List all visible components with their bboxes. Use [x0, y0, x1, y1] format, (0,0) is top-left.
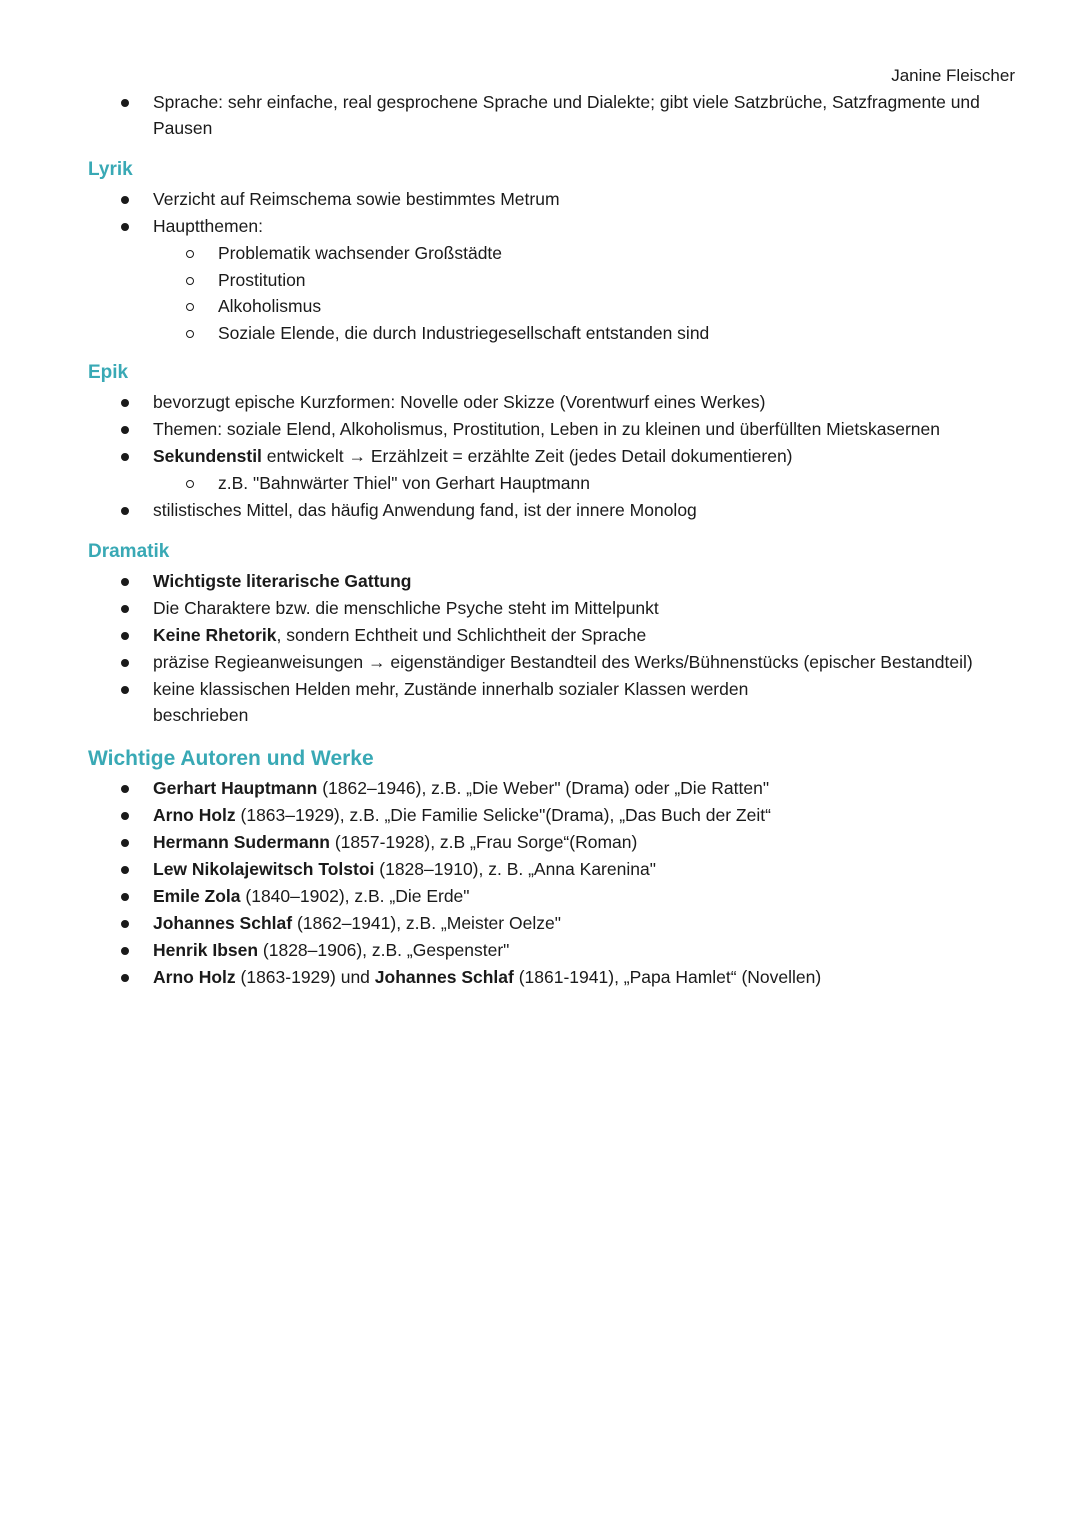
author-name: Arno Holz — [153, 967, 236, 987]
list-item-text: entwickelt → Erzählzeit = erzählte Zeit (jedes Detail dokumentieren) — [261, 446, 793, 466]
author-works: (1857-1928), z.B „Frau Sorge“(Roman) — [329, 832, 638, 852]
author-works: (1862–1941), z.B. „Meister Oelze" — [292, 913, 561, 933]
list-item-text: , sondern Echtheit und Schlichtheit der Sprache — [276, 625, 647, 645]
section-heading-dramatik: Dramatik — [88, 541, 170, 562]
author-item — [88, 910, 1028, 937]
list-item: Sprache: sehr einfache, real gesprochene Sprache und Dialekte; gibt viele Satzbrüche, Satzfragmente und Pausen — [88, 89, 1028, 141]
list-item — [88, 568, 1028, 595]
list-item: Verzicht auf Reimschema sowie bestimmtes Metrum — [88, 186, 1028, 213]
sub-list-item: Prostitution — [88, 267, 1028, 294]
list-item — [88, 443, 1028, 470]
author-name: Lew Nikolajewitsch Tolstoi — [153, 859, 375, 879]
epik-section — [88, 361, 1028, 524]
author-item — [88, 964, 1028, 991]
intro-section — [88, 89, 1028, 141]
author-works: (1862–1946), z.B. „Die Weber" (Drama) oder „Die Ratten" — [317, 778, 770, 798]
lyrik-section — [88, 158, 1028, 346]
list-item — [88, 676, 1028, 728]
author-name: Emile Zola — [153, 886, 241, 906]
author-item — [88, 829, 1028, 856]
author-name: Janine Fleischer — [891, 66, 1015, 85]
author-works: (1863–1929), z.B. „Die Familie Selicke"(Drama), „Das Buch der Zeit“ — [235, 805, 771, 825]
author-name: Gerhart Hauptmann — [153, 778, 318, 798]
list-item-text: beschrieben — [153, 705, 249, 725]
bold-term: Keine Rhetorik — [153, 625, 277, 645]
author-works: (1828–1910), z. B. „Anna Karenina" — [374, 859, 656, 879]
author-item — [88, 802, 1028, 829]
sub-list-item: Alkoholismus — [88, 293, 1028, 320]
list-item: Hauptthemen: — [88, 213, 1028, 240]
list-item — [88, 622, 1028, 649]
section-heading-autoren: Wichtige Autoren und Werke — [88, 747, 374, 770]
author-name: Hermann Sudermann — [153, 832, 330, 852]
sub-list-item: Soziale Elende, die durch Industriegesellschaft entstanden sind — [88, 320, 1028, 347]
sub-list-item: z.B. "Bahnwärter Thiel" von Gerhart Hauptmann — [88, 470, 1028, 497]
list-item: Themen: soziale Elend, Alkoholismus, Prostitution, Leben in zu kleinen und überfüllten Mietskasernen — [88, 416, 1028, 443]
author-works: (1840–1902), z.B. „Die Erde" — [240, 886, 470, 906]
list-item: stilistisches Mittel, das häufig Anwendung fand, ist der innere Monolog — [88, 497, 1028, 524]
author-item — [88, 775, 1028, 802]
list-item: Die Charaktere bzw. die menschliche Psyche steht im Mittelpunkt — [88, 595, 1028, 622]
author-item — [88, 856, 1028, 883]
author-name: Arno Holz — [153, 805, 236, 825]
section-heading-epik: Epik — [88, 362, 129, 383]
author-name: Johannes Schlaf — [153, 913, 293, 933]
dramatik-section — [88, 540, 1028, 728]
sub-list-item: Problematik wachsender Großstädte — [88, 240, 1028, 267]
author-item — [88, 937, 1028, 964]
bold-term: Wichtigste literarische Gattung — [153, 571, 412, 591]
author-name: Johannes Schlaf — [374, 967, 514, 987]
author-name: Henrik Ibsen — [153, 940, 259, 960]
author-works: (1861-1941), „Papa Hamlet“ (Novellen) — [513, 967, 822, 987]
list-item-text: keine klassischen Helden mehr, Zustände innerhalb sozialer Klassen werden — [153, 679, 749, 699]
list-item: präzise Regieanweisungen → eigenständiger Bestandteil des Werks/Bühnenstücks (epischer Bestandteil) — [88, 649, 1028, 676]
author-works: (1828–1906), z.B. „Gespenster" — [258, 940, 510, 960]
author-works: (1863-1929) und — [235, 967, 375, 987]
section-heading-lyrik: Lyrik — [88, 159, 133, 180]
author-item — [88, 883, 1028, 910]
autoren-section — [88, 747, 1028, 991]
list-item: bevorzugt epische Kurzformen: Novelle oder Skizze (Vorentwurf eines Werkes) — [88, 389, 1028, 416]
bold-term: Sekundenstil — [153, 446, 262, 466]
